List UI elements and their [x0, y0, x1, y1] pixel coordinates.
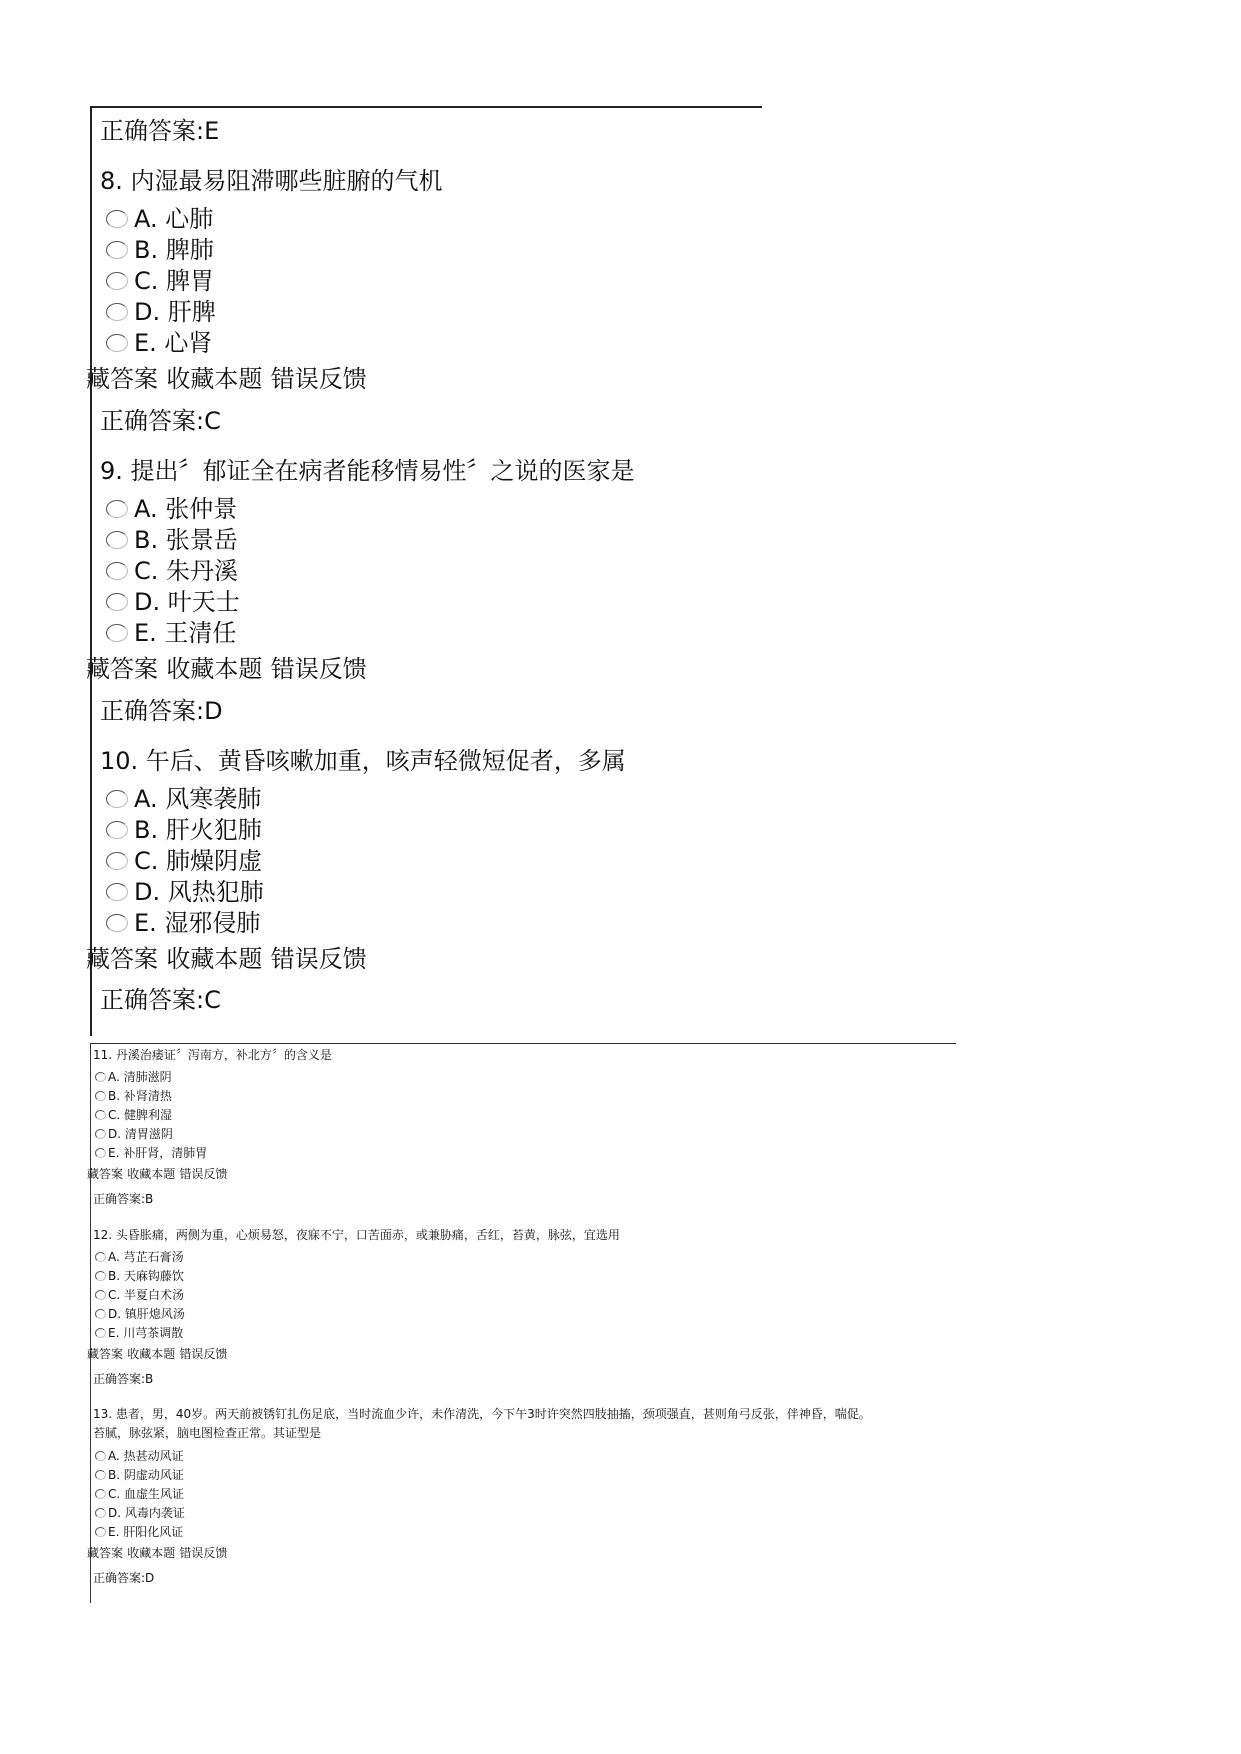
option-row[interactable]: A. 热甚动风证	[95, 1448, 184, 1464]
favorite-link[interactable]: 收藏本题	[127, 1347, 176, 1361]
hide-answer-link[interactable]: 藏答案	[87, 1546, 124, 1560]
radio-icon[interactable]	[106, 500, 128, 518]
option-row[interactable]: B. 张景岳	[106, 525, 238, 555]
option-row[interactable]: D. 叶天士	[106, 587, 240, 617]
radio-icon[interactable]	[106, 624, 128, 642]
radio-icon[interactable]	[106, 593, 128, 611]
favorite-link[interactable]: 收藏本题	[127, 1167, 176, 1181]
option-row[interactable]: B. 天麻钩藤饮	[95, 1268, 184, 1284]
option-row[interactable]: E. 补肝肾，清肺胃	[95, 1145, 207, 1161]
option-row[interactable]: C. 肺燥阴虚	[106, 846, 262, 876]
option-row[interactable]: D. 风热犯肺	[106, 877, 264, 907]
report-error-link[interactable]: 错误反馈	[270, 655, 367, 683]
option-row[interactable]: C. 健脾利湿	[95, 1107, 172, 1123]
option-row[interactable]: E. 心肾	[106, 328, 212, 358]
question-actions	[86, 364, 367, 394]
answer-text: 正确答案:E	[100, 117, 220, 145]
hide-answer-link[interactable]: 藏答案	[86, 655, 158, 683]
option-row[interactable]: A. 张仲景	[106, 494, 237, 524]
radio-icon[interactable]	[106, 241, 128, 259]
option-row[interactable]: D. 镇肝熄风汤	[95, 1306, 185, 1322]
option-row[interactable]: E. 湿邪侵肺	[106, 908, 260, 938]
radio-icon[interactable]	[95, 1271, 106, 1281]
option-row[interactable]: A. 清肺滋阴	[95, 1069, 172, 1085]
question-stem: 8. 内湿最易阻滞哪些脏腑的气机	[100, 167, 443, 195]
radio-icon[interactable]	[95, 1129, 106, 1139]
radio-icon[interactable]	[106, 531, 128, 549]
question-actions	[87, 1166, 227, 1182]
question-actions	[86, 654, 367, 684]
option-row[interactable]: D. 风毒内袭证	[95, 1505, 185, 1521]
radio-icon[interactable]	[106, 303, 128, 321]
answer-text: 正确答案:C	[100, 407, 221, 435]
option-row[interactable]: B. 阴虚动风证	[95, 1467, 184, 1483]
report-error-link[interactable]: 错误反馈	[179, 1546, 228, 1560]
radio-icon[interactable]	[106, 914, 128, 932]
radio-icon[interactable]	[95, 1252, 106, 1262]
report-error-link[interactable]: 错误反馈	[270, 945, 367, 973]
radio-icon[interactable]	[95, 1072, 106, 1082]
option-row[interactable]: C. 朱丹溪	[106, 556, 238, 586]
favorite-link[interactable]: 收藏本题	[166, 655, 263, 683]
answer-text: 正确答案:D	[100, 697, 223, 725]
radio-icon[interactable]	[95, 1470, 106, 1480]
question-stem: 10. 午后、黄昏咳嗽加重，咳声轻微短促者，多属	[100, 747, 626, 775]
hide-answer-link[interactable]: 藏答案	[87, 1167, 124, 1181]
option-row[interactable]: D. 清胃滋阴	[95, 1126, 173, 1142]
radio-icon[interactable]	[106, 790, 128, 808]
option-row[interactable]: B. 脾肺	[106, 235, 214, 265]
radio-icon[interactable]	[106, 272, 128, 290]
question-stem: 13. 患者，男，40岁。两天前被锈钉扎伤足底，当时流血少许，未作清洗，今下午3时许突然四肢抽搐，颈项强直，甚则角弓反张，伴神昏，喘促。	[93, 1407, 871, 1421]
radio-icon[interactable]	[95, 1451, 106, 1461]
radio-icon[interactable]	[95, 1290, 106, 1300]
small-question-panel	[87, 1043, 956, 1603]
radio-icon[interactable]	[95, 1508, 106, 1518]
answer-text: 正确答案:B	[93, 1192, 154, 1206]
question-actions	[87, 1346, 227, 1362]
large-question-panel	[86, 106, 762, 1036]
option-row[interactable]: A. 心肺	[106, 204, 213, 234]
question-actions	[86, 944, 367, 974]
radio-icon[interactable]	[106, 852, 128, 870]
question-stem: 9. 提出〞郁证全在病者能移情易性〞之说的医家是	[100, 457, 635, 485]
favorite-link[interactable]: 收藏本题	[166, 365, 263, 393]
radio-icon[interactable]	[95, 1489, 106, 1499]
option-row[interactable]: E. 肝阳化风证	[95, 1524, 183, 1540]
option-row[interactable]: B. 补肾清热	[95, 1088, 172, 1104]
radio-icon[interactable]	[106, 821, 128, 839]
option-row[interactable]: C. 血虚生风证	[95, 1486, 184, 1502]
favorite-link[interactable]: 收藏本题	[166, 945, 263, 973]
radio-icon[interactable]	[95, 1091, 106, 1101]
option-row[interactable]: A. 芎芷石膏汤	[95, 1249, 184, 1265]
radio-icon[interactable]	[95, 1328, 106, 1338]
option-row[interactable]: C. 半夏白术汤	[95, 1287, 184, 1303]
question-stem: 11. 丹溪治痿证〞泻南方，补北方〞的含义是	[93, 1048, 332, 1062]
option-row[interactable]: B. 肝火犯肺	[106, 815, 262, 845]
answer-text: 正确答案:B	[93, 1372, 154, 1386]
question-actions	[87, 1545, 227, 1561]
favorite-link[interactable]: 收藏本题	[127, 1546, 176, 1560]
answer-text: 正确答案:D	[93, 1571, 155, 1585]
hide-answer-link[interactable]: 藏答案	[87, 1347, 124, 1361]
radio-icon[interactable]	[106, 562, 128, 580]
radio-icon[interactable]	[95, 1527, 106, 1537]
hide-answer-link[interactable]: 藏答案	[86, 945, 158, 973]
report-error-link[interactable]: 错误反馈	[270, 365, 367, 393]
radio-icon[interactable]	[95, 1309, 106, 1319]
option-row[interactable]: E. 王清任	[106, 618, 236, 648]
option-row[interactable]: A. 风寒袭肺	[106, 784, 261, 814]
radio-icon[interactable]	[95, 1110, 106, 1120]
answer-text: 正确答案:C	[100, 986, 221, 1014]
radio-icon[interactable]	[106, 883, 128, 901]
report-error-link[interactable]: 错误反馈	[179, 1167, 228, 1181]
radio-icon[interactable]	[106, 210, 128, 228]
hide-answer-link[interactable]: 藏答案	[86, 365, 158, 393]
option-row[interactable]: D. 肝脾	[106, 297, 216, 327]
option-row[interactable]: E. 川芎茶调散	[95, 1325, 183, 1341]
question-stem: 12. 头昏胀痛，两侧为重，心烦易怒，夜寐不宁，口苦面赤，或兼胁痛，舌红，苔黄，脉弦，宜选用	[93, 1228, 620, 1242]
radio-icon[interactable]	[106, 334, 128, 352]
question-stem-continued: 苔腻，脉弦紧，脑电图检查正常。其证型是	[93, 1426, 322, 1440]
report-error-link[interactable]: 错误反馈	[179, 1347, 228, 1361]
radio-icon[interactable]	[95, 1148, 106, 1158]
option-row[interactable]: C. 脾胃	[106, 266, 214, 296]
